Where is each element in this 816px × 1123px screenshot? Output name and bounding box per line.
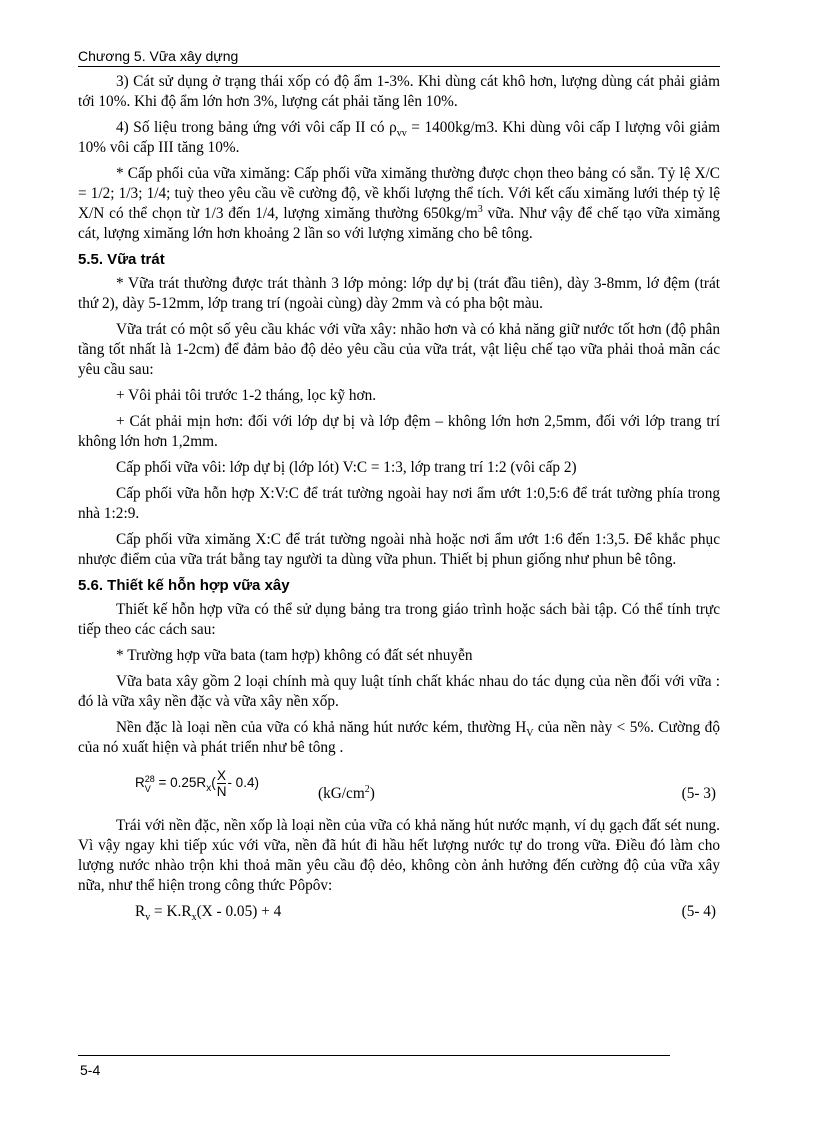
formula-5-3 xyxy=(78,766,720,812)
formula-number: (5- 3) xyxy=(681,785,716,802)
paragraph: * Trường hợp vữa bata (tam hợp) không có đất sét nhuyễn xyxy=(116,647,473,664)
paragraph: * Cấp phối của vữa ximăng: Cấp phối vữa ximăng thường được chọn theo bảng có sẵn. Tỷ lệ X/C = 1/2; 1/3; 1/4; tuỳ theo yêu cầu về cường độ, về khối lượng thể tích. Với kết cấu ximăng lưới thép tỷ lệ X/N có thể chọn từ 1/3 đến 1/4, lượng ximăng thường $650kg/m^3$ vữa. Như vậy để chế tạo vữa ximăng cát, lượng ximăng lớn hơn khoảng 2 lần so với lượng ximăng cho bê tông. xyxy=(78,165,720,242)
paragraph: Nền đặc là loại nền của vữa có khả năng hút nước kém, thường $H_V$ của nền này < 5%. Cường độ của nó xuất hiện và phát triển như bê tông . xyxy=(78,719,720,756)
paragraph: * Vữa trát thường được trát thành 3 lớp mỏng: lớp dự bị (trát đầu tiên), dày 3-8mm, lớ đệm (trát thứ 2), dày 5-12mm, lớp trang trí (ngoài cùng) dày 2mm và có pha bột màu. xyxy=(78,275,720,312)
paragraph: Cấp phối vữa ximăng X:C để trát tường ngoài nhà hoặc nơi ẩm ướt 1:6 đến 1:3,5. Để khắc phục nhược điểm của vữa trát bằng tay người ta dùng vữa phun. Thiết bị phun giống như phun bê tông. xyxy=(78,531,720,568)
section-heading-5-5: 5.5. Vữa trát xyxy=(78,251,165,268)
page-number: 5-4 xyxy=(80,1062,101,1078)
formula-expression: $R_v = K.R_x(X - 0.05) + 4$ xyxy=(135,903,282,924)
paragraph: Vữa bata xây gồm 2 loại chính mà quy luật tính chất khác nhau do tác dụng của nền đối với vữa : đó là vữa xây nền đặc và vữa xây nền xốp. xyxy=(78,673,720,710)
formula-unit: $(kG/cm^2)$ xyxy=(318,783,375,802)
page-body xyxy=(78,72,720,924)
footer-divider xyxy=(78,1055,670,1056)
formula-5-4 xyxy=(78,902,720,924)
chapter-header: Chương 5. Vữa xây dựng xyxy=(78,48,720,67)
paragraph: + Vôi phải tôi trước 1-2 tháng, lọc kỹ hơn. xyxy=(116,387,377,404)
formula-number: (5- 4) xyxy=(681,903,716,920)
paragraph: Trái với nền đặc, nền xốp là loại nền của vữa có khả năng hút nước mạnh, ví dụ gạch đất sét nung. Vì vậy ngay khi tiếp xúc với vữa, nền đã hút đi hầu hết lượng nước tự do trong vữa. Điều đó làm cho lượng nước nhào trộn khi thoả mãn yêu cầu độ dẻo, không còn ảnh hưởng đến cường độ của vữa xây nữa, như thể hiện trong công thức Pôpôv: xyxy=(78,817,720,894)
paragraph: + Cát phải mịn hơn: đối với lớp dự bị và lớp đệm – không lớn hơn 2,5mm, đối với lớp trang trí không lớn hơn 1,2mm. xyxy=(78,413,720,450)
formula-expression: R 28 V = $0.25R_x$( $\frac{X}{N}$ - 0.4) xyxy=(135,768,259,799)
paragraph: Thiết kế hỗn hợp vữa có thể sử dụng bảng tra trong giáo trình hoặc sách bài tập. Có thể tính trực tiếp theo các cách sau: xyxy=(78,601,720,638)
paragraph: Cấp phối vữa vôi: lớp dự bị (lớp lót) V:C = 1:3, lớp trang trí 1:2 (vôi cấp 2) xyxy=(116,459,577,476)
section-heading-5-6: 5.6. Thiết kế hỗn hợp vữa xây xyxy=(78,577,290,594)
paragraph: Vữa trát có một số yêu cầu khác với vữa xây: nhão hơn và có khả năng giữ nước tốt hơn (độ phân tầng tốt nhất là 1-2cm) để đảm bảo độ dẻo yêu cầu của vữa trát, vật liệu chế tạo vữa phải thoả mãn các yêu cầu sau: xyxy=(78,321,720,378)
paragraph: Cấp phối vữa hỗn hợp X:V:C để trát tường ngoài hay nơi ẩm ướt 1:0,5:6 để trát tường phía trong nhà 1:2:9. xyxy=(78,485,720,522)
paragraph: 3) Cát sử dụng ở trạng thái xốp có độ ẩm 1-3%. Khi dùng cát khô hơn, lượng dùng cát phải giảm tới 10%. Khi độ ẩm lớn hơn 3%, lượng cát phải tăng lên 10%. xyxy=(78,73,720,110)
paragraph: 4) Số liệu trong bảng ứng với vôi cấp II có $\rho_{vv} = 1400kg/m3$. Khi dùng vôi cấp I lượng vôi giảm 10% vôi cấp III tăng 10%. xyxy=(78,119,720,156)
